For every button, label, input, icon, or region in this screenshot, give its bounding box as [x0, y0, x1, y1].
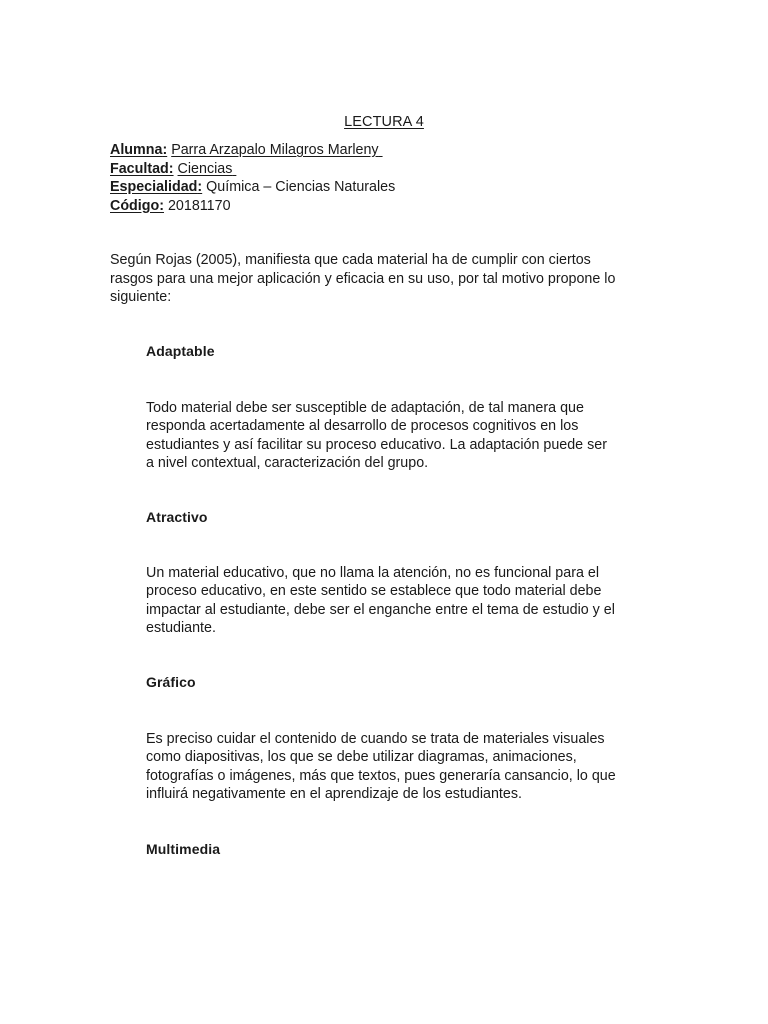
body-line: Todo material debe ser susceptible de adaptación, de tal manera que	[146, 400, 584, 416]
body-line: influirá negativamente en el aprendizaje de los estudiantes.	[146, 786, 522, 803]
section-heading-multimedia: Multimedia	[146, 841, 221, 857]
section-heading-grafico: Gráfico	[146, 674, 196, 690]
section-body-adaptable	[146, 399, 646, 473]
meta-value-especialidad: Química – Ciencias Naturales	[206, 179, 396, 195]
section-body-grafico	[146, 730, 646, 804]
intro-line: siguiente:	[110, 289, 172, 305]
meta-colon: :	[197, 179, 203, 195]
meta-row-codigo	[110, 197, 395, 216]
meta-label-alumna: Alumna	[110, 142, 163, 158]
meta-value-facultad: Ciencias	[177, 160, 233, 177]
meta-value-alumna: Parra Arzapalo Milagros Marleny	[171, 142, 379, 158]
meta-value-codigo: 20181170	[167, 197, 231, 214]
intro-paragraph	[110, 251, 670, 307]
intro-line: Según Rojas (2005), manifiesta que cada material ha de cumplir con ciertos	[110, 252, 591, 268]
meta-label-codigo: Código:	[110, 197, 164, 214]
meta-row-alumna	[110, 141, 395, 160]
body-line: como diapositivas, los que se debe utilizar diagramas, animaciones,	[146, 749, 577, 766]
body-line: Un material educativo, que no llama la atención, no es funcional para el	[146, 565, 600, 581]
body-line: estudiante.	[146, 620, 216, 637]
section-heading-atractivo: Atractivo	[146, 509, 208, 525]
meta-label-especialidad: Especialidad	[110, 179, 198, 195]
section-body-atractivo	[146, 564, 646, 638]
meta-row-facultad	[110, 160, 395, 179]
meta-colon: :	[162, 142, 168, 158]
body-line: fotografías o imágenes, más que textos, pues generaría cansancio, lo que	[146, 767, 616, 784]
meta-row-especialidad	[110, 178, 395, 197]
meta-label-facultad: Facultad:	[110, 160, 174, 177]
body-line: a nivel contextual, caracterización del grupo.	[146, 455, 429, 472]
body-line: impactar al estudiante, debe ser el enganche entre el tema de estudio y el	[146, 601, 615, 618]
section-heading-adaptable: Adaptable	[146, 343, 215, 359]
body-line: Es preciso cuidar el contenido de cuando se trata de materiales visuales	[146, 731, 605, 747]
body-line: estudiantes y así facilitar su proceso educativo. La adaptación puede ser	[146, 436, 607, 453]
body-line: proceso educativo, en este sentido se establece que todo material debe	[146, 583, 602, 600]
body-line: responda acertadamente al desarrollo de procesos cognitivos en los	[146, 418, 579, 435]
student-info-block	[110, 141, 395, 215]
document-title: LECTURA 4	[344, 114, 424, 130]
intro-line: rasgos para una mejor aplicación y eficacia en su uso, por tal motivo propone lo	[110, 270, 616, 287]
